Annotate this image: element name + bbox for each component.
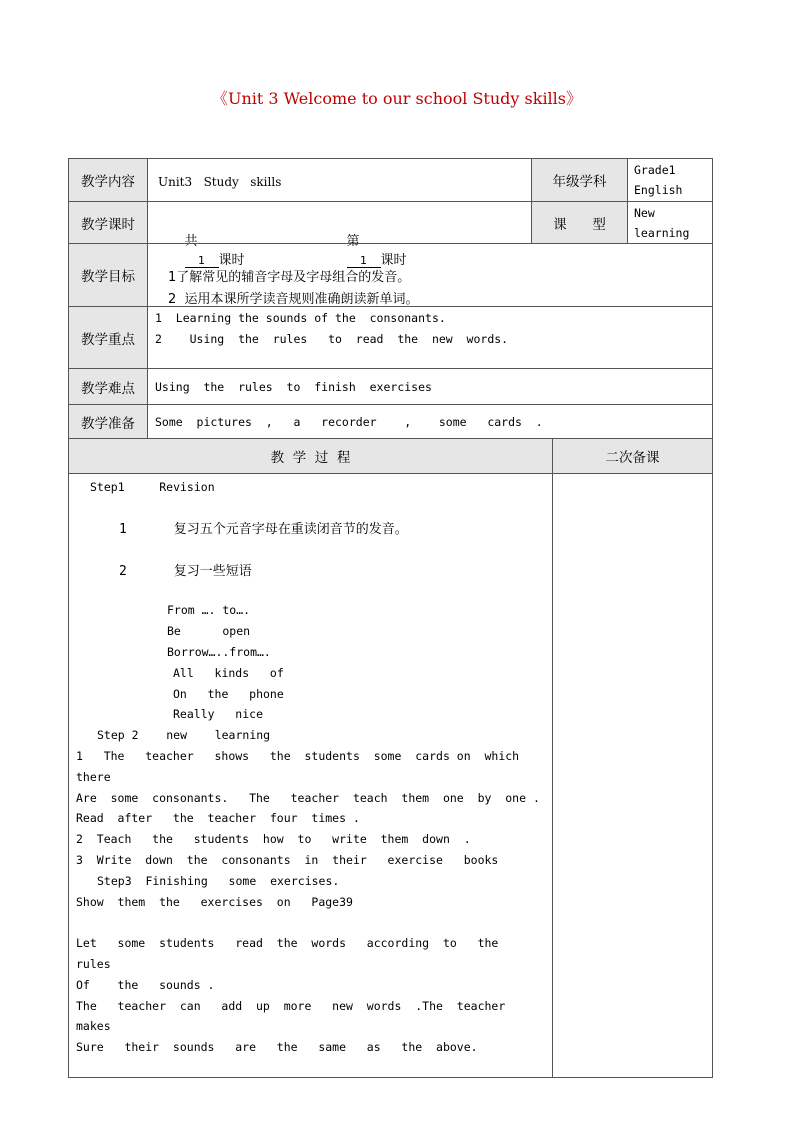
process-line: 1 复习五个元音字母在重读闭音节的发音。: [119, 522, 408, 537]
value-grade-subject: Grade1 English: [627, 158, 713, 202]
document-title: 《Unit 3 Welcome to our school Study skills》: [211, 89, 583, 108]
process-line: Step1 Revision: [90, 480, 215, 494]
notes-header: 二次备课: [552, 438, 713, 474]
value-lesson-type: New learning: [627, 201, 713, 244]
process-line: Borrow…..from….: [167, 645, 271, 659]
notes-content: [552, 473, 713, 1078]
process-line: Are some consonants. The teacher teach them one by one .: [76, 791, 540, 805]
process-line: On the phone: [173, 687, 284, 701]
process-line: The teacher can add up more new words .The teacher: [76, 999, 506, 1013]
process-line: makes: [76, 1019, 111, 1033]
process-line: Let some students read the words according to the: [76, 936, 499, 950]
process-line: Read after the teacher four times .: [76, 811, 360, 825]
process-line: there: [76, 770, 111, 784]
process-content: [68, 473, 553, 1078]
process-line: 2 Teach the students how to write them down .: [76, 832, 471, 846]
value-difficult-points: Using the rules to finish exercises: [147, 368, 713, 405]
process-line: 2 复习一些短语: [119, 564, 252, 579]
label-teaching-content: 教学内容: [68, 158, 148, 202]
process-line: Step3 Finishing some exercises.: [97, 874, 340, 888]
process-line: Of the sounds .: [76, 978, 215, 992]
value-teaching-content: Unit3 Study skills: [147, 158, 532, 202]
value-teaching-objectives: 1了解常见的辅音字母及字母组合的发音。 2 运用本课所学读音规则准确朗读新单词。: [147, 243, 713, 307]
process-line: Really nice: [173, 707, 264, 721]
label-key-points: 教学重点: [68, 306, 148, 369]
label-lesson-type: 课 型: [531, 201, 628, 244]
process-line: 1 The teacher shows the students some cards on which: [76, 749, 520, 763]
process-header: 教 学 过 程: [68, 438, 553, 474]
label-preparation: 教学准备: [68, 404, 148, 439]
value-teaching-hours: 共 1 课时 第 1 课时: [147, 201, 532, 244]
process-line: All kinds of: [173, 666, 284, 680]
process-line: Sure their sounds are the same as the above.: [76, 1040, 478, 1054]
process-line: Step 2 new learning: [97, 728, 271, 742]
label-difficult-points: 教学难点: [68, 368, 148, 405]
process-line: Be open: [167, 624, 251, 638]
process-line: From …. to….: [167, 603, 251, 617]
label-grade-subject: 年级学科: [531, 158, 628, 202]
process-line: Show them the exercises on Page39: [76, 895, 353, 909]
label-teaching-objectives: 教学目标: [68, 243, 148, 307]
process-line: 3 Write down the consonants in their exercise books: [76, 853, 499, 867]
process-line: rules: [76, 957, 111, 971]
label-teaching-hours: 教学课时: [68, 201, 148, 244]
value-preparation: Some pictures , a recorder , some cards .: [147, 404, 713, 439]
value-key-points: 1 Learning the sounds of the consonants. 2 Using the rules to read the new words.: [147, 306, 713, 369]
